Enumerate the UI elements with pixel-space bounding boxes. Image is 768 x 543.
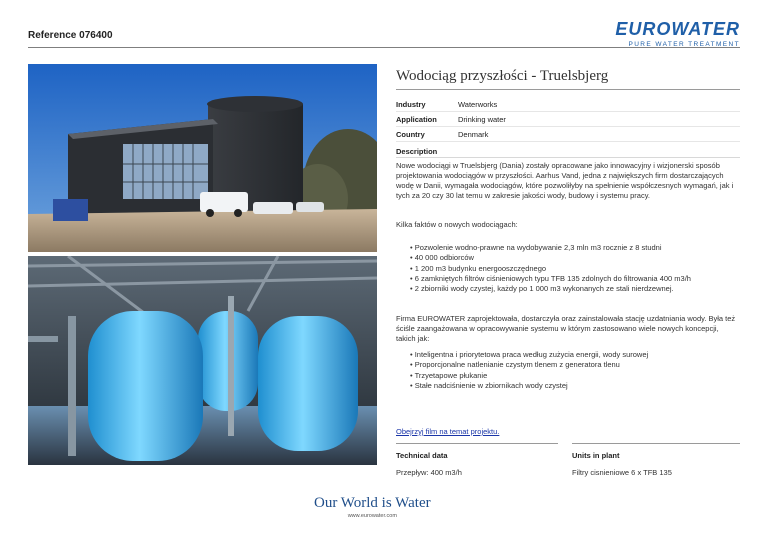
technical-divider <box>396 443 558 444</box>
project-video-link[interactable]: Obejrzyj film na temat projektu. <box>396 427 500 436</box>
meta-value: Waterworks <box>458 99 498 109</box>
list-item: • Inteligentna i priorytetowa praca według zużycia energii, wody surowej <box>410 350 740 360</box>
eurowater-paragraph: Firma EUROWATER zaprojektowała, dostarczyła oraz zainstalowała stację uzdatniania wody. Była też ściśle zaangażowana w opracowywanie systemu w którym zastosowano wiele nowych koncepcji, takich jak: <box>396 314 736 343</box>
building-photo <box>28 64 377 252</box>
title-divider <box>396 89 740 90</box>
list-item: • 40 000 odbiorców <box>410 253 740 263</box>
meta-value: Denmark <box>458 129 489 139</box>
project-meta <box>396 97 740 142</box>
meta-value: Drinking water <box>458 114 506 124</box>
list-item: • 1 200 m3 budynku energooszczędnego <box>410 264 740 274</box>
list-item: • Proporcjonalne natlenianie czystym tlenem z generatora tlenu <box>410 360 740 370</box>
technical-heading: Technical data <box>396 451 448 460</box>
logo-tagline: PURE WATER TREATMENT <box>628 41 740 48</box>
meta-key: Industry <box>396 99 426 109</box>
description-divider <box>396 157 740 158</box>
units-value: Filtry cisnieniowe 6 x TFB 135 <box>572 468 672 477</box>
facts-intro: Kilka faktów o nowych wodociągach: <box>396 220 518 229</box>
filter-tanks-photo <box>28 256 377 465</box>
units-divider <box>572 443 740 444</box>
concepts-list <box>410 350 740 391</box>
technical-value: Przepływ: 400 m3/h <box>396 468 462 477</box>
facts-list <box>410 243 740 294</box>
meta-key: Country <box>396 129 425 139</box>
description-heading: Description <box>396 147 438 156</box>
list-item: • Pozwolenie wodno-prawne na wydobywanie 2,3 mln m3 rocznie z 8 studni <box>410 243 740 253</box>
meta-row-country <box>396 127 740 142</box>
meta-key: Application <box>396 114 437 124</box>
list-item: • Stałe nadciśnienie w zbiornikach wody czystej <box>410 381 740 391</box>
description-intro: Nowe wodociągi w Truelsbjerg (Dania) zostały opracowane jako innowacyjny i wizjonerski sposób projektowania wodociągów w przyszłości. Aarhus Vand, jedna z największych firm dostarczających wodę w Danii, wymagała wodociągów, które pozwoliłyby na spełnienie współczesnych wymagań, jak i tych za 20 czy 30 lat temu w zakresie jakości wody, budowy i systemu pracy. <box>396 161 734 200</box>
eurowater-logo <box>600 20 740 48</box>
logo-brand: EUROWATER <box>615 19 740 39</box>
list-item: • Trzyetapowe płukanie <box>410 371 740 381</box>
meta-row-application <box>396 112 740 127</box>
page-title: Wodociąg przyszłości - Truelsbjerg <box>396 68 609 84</box>
meta-row-industry <box>396 97 740 112</box>
footer <box>314 495 431 519</box>
list-item: • 6 zamkniętych filtrów ciśnieniowych typu TFB 135 zdolnych do filtrowania 400 m3/h <box>410 274 740 284</box>
units-heading: Units in plant <box>572 451 620 460</box>
reference-label: Reference 076400 <box>28 30 113 41</box>
footer-slogan: Our World is Water <box>314 495 431 511</box>
footer-url: www.eurowater.com <box>347 513 397 519</box>
list-item: • 2 zbiorniki wody czystej, każdy po 1 000 m3 wykonanych ze stali nierdzewnej. <box>410 284 740 294</box>
